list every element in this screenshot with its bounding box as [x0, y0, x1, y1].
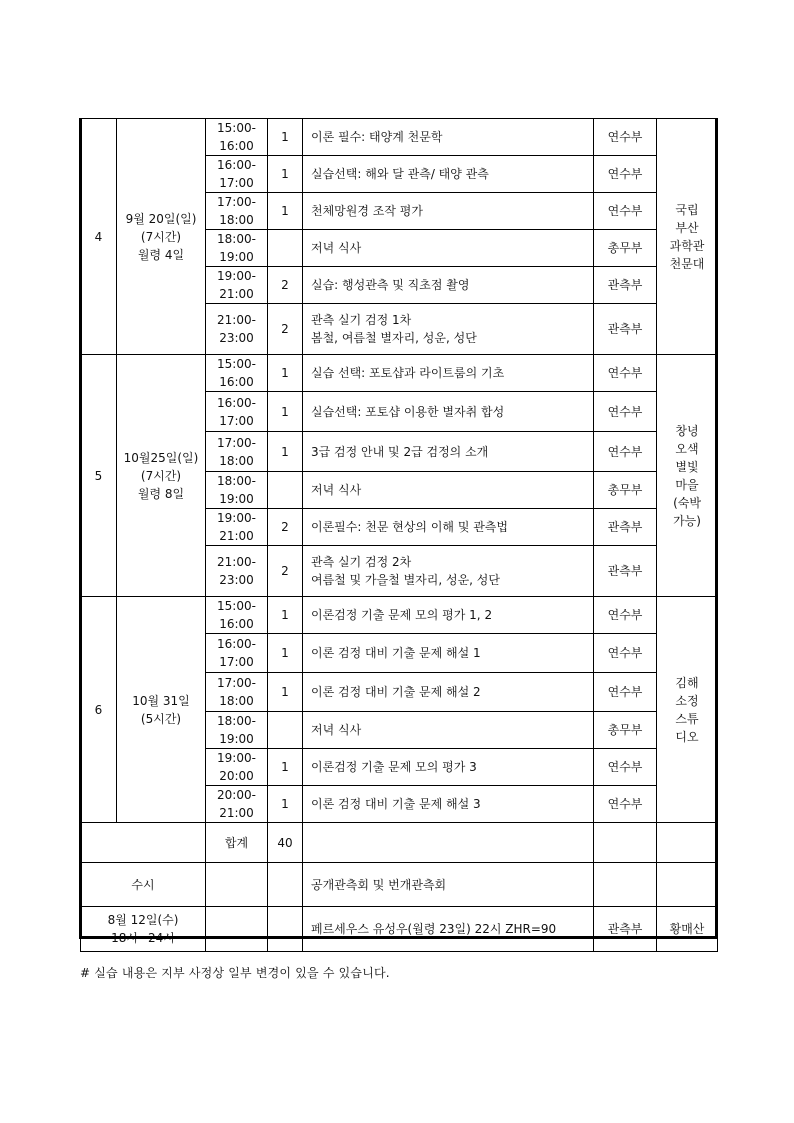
time-cell: 16:00- 17:00 — [206, 634, 268, 673]
hours-cell — [268, 907, 303, 952]
content-cell: 실습선택: 해와 달 관측/ 태양 관측 — [303, 156, 594, 193]
session-date: 9월 20일(일) (7시간) 월령 4일 — [117, 119, 206, 355]
session-number: 4 — [81, 119, 117, 355]
session-date: 8월 12일(수) 18시~24시 — [81, 907, 206, 952]
hours-cell: 1 — [268, 634, 303, 673]
hours-cell: 1 — [268, 597, 303, 634]
footnote: # 실습 내용은 지부 사정상 일부 변경이 있을 수 있습니다. — [80, 966, 390, 980]
time-cell: 20:00- 21:00 — [206, 786, 268, 823]
location-cell — [657, 863, 718, 907]
content-cell: 실습선택: 포토샵 이용한 별자취 합성 — [303, 392, 594, 432]
total-hours: 40 — [268, 823, 303, 863]
hours-cell — [268, 712, 303, 749]
session-number: 5 — [81, 355, 117, 597]
time-cell: 21:00- 23:00 — [206, 304, 268, 355]
content-cell: 이론검정 기출 문제 모의 평가 3 — [303, 749, 594, 786]
total-content-blank — [303, 823, 594, 863]
time-cell: 16:00- 17:00 — [206, 156, 268, 193]
session-date: 수시 — [81, 863, 206, 907]
dept-cell: 연수부 — [594, 392, 657, 432]
dept-cell: 관측부 — [594, 267, 657, 304]
table-row — [81, 597, 718, 634]
hours-cell: 1 — [268, 749, 303, 786]
hours-cell: 2 — [268, 267, 303, 304]
dept-cell: 관측부 — [594, 546, 657, 597]
hours-cell: 1 — [268, 786, 303, 823]
dept-cell: 연수부 — [594, 786, 657, 823]
dept-cell: 총무부 — [594, 230, 657, 267]
time-cell — [206, 863, 268, 907]
dept-cell — [594, 863, 657, 907]
location-cell: 국립 부산 과학관 천문대 — [657, 119, 718, 355]
hours-cell: 2 — [268, 304, 303, 355]
content-cell: 이론필수: 천문 현상의 이해 및 관측법 — [303, 509, 594, 546]
table-row — [81, 355, 718, 392]
content-cell: 페르세우스 유성우(월령 23일) 22시 ZHR=90 — [303, 907, 594, 952]
time-cell: 16:00- 17:00 — [206, 392, 268, 432]
hours-cell — [268, 230, 303, 267]
hours-cell: 1 — [268, 392, 303, 432]
hours-cell: 1 — [268, 193, 303, 230]
content-cell: 저녁 식사 — [303, 472, 594, 509]
time-cell: 17:00- 18:00 — [206, 432, 268, 472]
location-cell: 황매산 — [657, 907, 718, 952]
dept-cell: 총무부 — [594, 472, 657, 509]
time-cell: 19:00- 20:00 — [206, 749, 268, 786]
time-cell: 21:00- 23:00 — [206, 546, 268, 597]
session-date: 10월25일(일) (7시간) 월령 8일 — [117, 355, 206, 597]
dept-cell: 연수부 — [594, 355, 657, 392]
hours-cell: 1 — [268, 432, 303, 472]
table-row — [81, 119, 718, 156]
dept-cell: 관측부 — [594, 907, 657, 952]
content-cell: 이론검정 기출 문제 모의 평가 1, 2 — [303, 597, 594, 634]
content-cell: 관측 실기 검정 1차 봄철, 여름철 별자리, 성운, 성단 — [303, 304, 594, 355]
total-label: 합계 — [206, 823, 268, 863]
dept-cell: 연수부 — [594, 634, 657, 673]
hours-cell: 1 — [268, 119, 303, 156]
content-cell: 저녁 식사 — [303, 230, 594, 267]
training-schedule-table — [80, 118, 718, 952]
total-blank — [81, 823, 206, 863]
time-cell: 15:00- 16:00 — [206, 355, 268, 392]
time-cell: 19:00- 21:00 — [206, 509, 268, 546]
time-cell: 15:00- 16:00 — [206, 597, 268, 634]
content-cell: 이론 검정 대비 기출 문제 해설 3 — [303, 786, 594, 823]
time-cell — [206, 907, 268, 952]
dept-cell: 연수부 — [594, 432, 657, 472]
content-cell: 천체망원경 조작 평가 — [303, 193, 594, 230]
content-cell: 이론 검정 대비 기출 문제 해설 1 — [303, 634, 594, 673]
dept-cell: 연수부 — [594, 673, 657, 712]
hours-cell: 2 — [268, 509, 303, 546]
content-cell: 저녁 식사 — [303, 712, 594, 749]
dept-cell: 연수부 — [594, 119, 657, 156]
dept-cell: 총무부 — [594, 712, 657, 749]
total-dept-blank — [594, 823, 657, 863]
dept-cell: 연수부 — [594, 193, 657, 230]
time-cell: 19:00- 21:00 — [206, 267, 268, 304]
location-cell: 김해 소정 스튜 디오 — [657, 597, 718, 823]
hours-cell: 2 — [268, 546, 303, 597]
session-number: 6 — [81, 597, 117, 823]
hours-cell — [268, 472, 303, 509]
time-cell: 18:00- 19:00 — [206, 472, 268, 509]
location-cell: 창녕 오색 별빛 마을 (숙박 가능) — [657, 355, 718, 597]
content-cell: 실습: 행성관측 및 직초점 촬영 — [303, 267, 594, 304]
total-row — [81, 823, 718, 863]
content-cell: 실습 선택: 포토샵과 라이트룸의 기초 — [303, 355, 594, 392]
time-cell: 17:00- 18:00 — [206, 193, 268, 230]
content-cell: 관측 실기 검정 2차 여름철 및 가을철 별자리, 성운, 성단 — [303, 546, 594, 597]
table-row — [81, 863, 718, 907]
time-cell: 18:00- 19:00 — [206, 230, 268, 267]
content-cell: 3급 검정 안내 및 2급 검정의 소개 — [303, 432, 594, 472]
hours-cell: 1 — [268, 355, 303, 392]
time-cell: 18:00- 19:00 — [206, 712, 268, 749]
session-date: 10월 31일 (5시간) — [117, 597, 206, 823]
dept-cell: 관측부 — [594, 509, 657, 546]
dept-cell: 연수부 — [594, 749, 657, 786]
dept-cell: 관측부 — [594, 304, 657, 355]
hours-cell — [268, 863, 303, 907]
hours-cell: 1 — [268, 156, 303, 193]
dept-cell: 연수부 — [594, 156, 657, 193]
time-cell: 15:00- 16:00 — [206, 119, 268, 156]
content-cell: 공개관측회 및 번개관측회 — [303, 863, 594, 907]
hours-cell: 1 — [268, 673, 303, 712]
dept-cell: 연수부 — [594, 597, 657, 634]
total-location-blank — [657, 823, 718, 863]
content-cell: 이론 필수: 태양계 천문학 — [303, 119, 594, 156]
table-row — [81, 907, 718, 952]
time-cell: 17:00- 18:00 — [206, 673, 268, 712]
content-cell: 이론 검정 대비 기출 문제 해설 2 — [303, 673, 594, 712]
